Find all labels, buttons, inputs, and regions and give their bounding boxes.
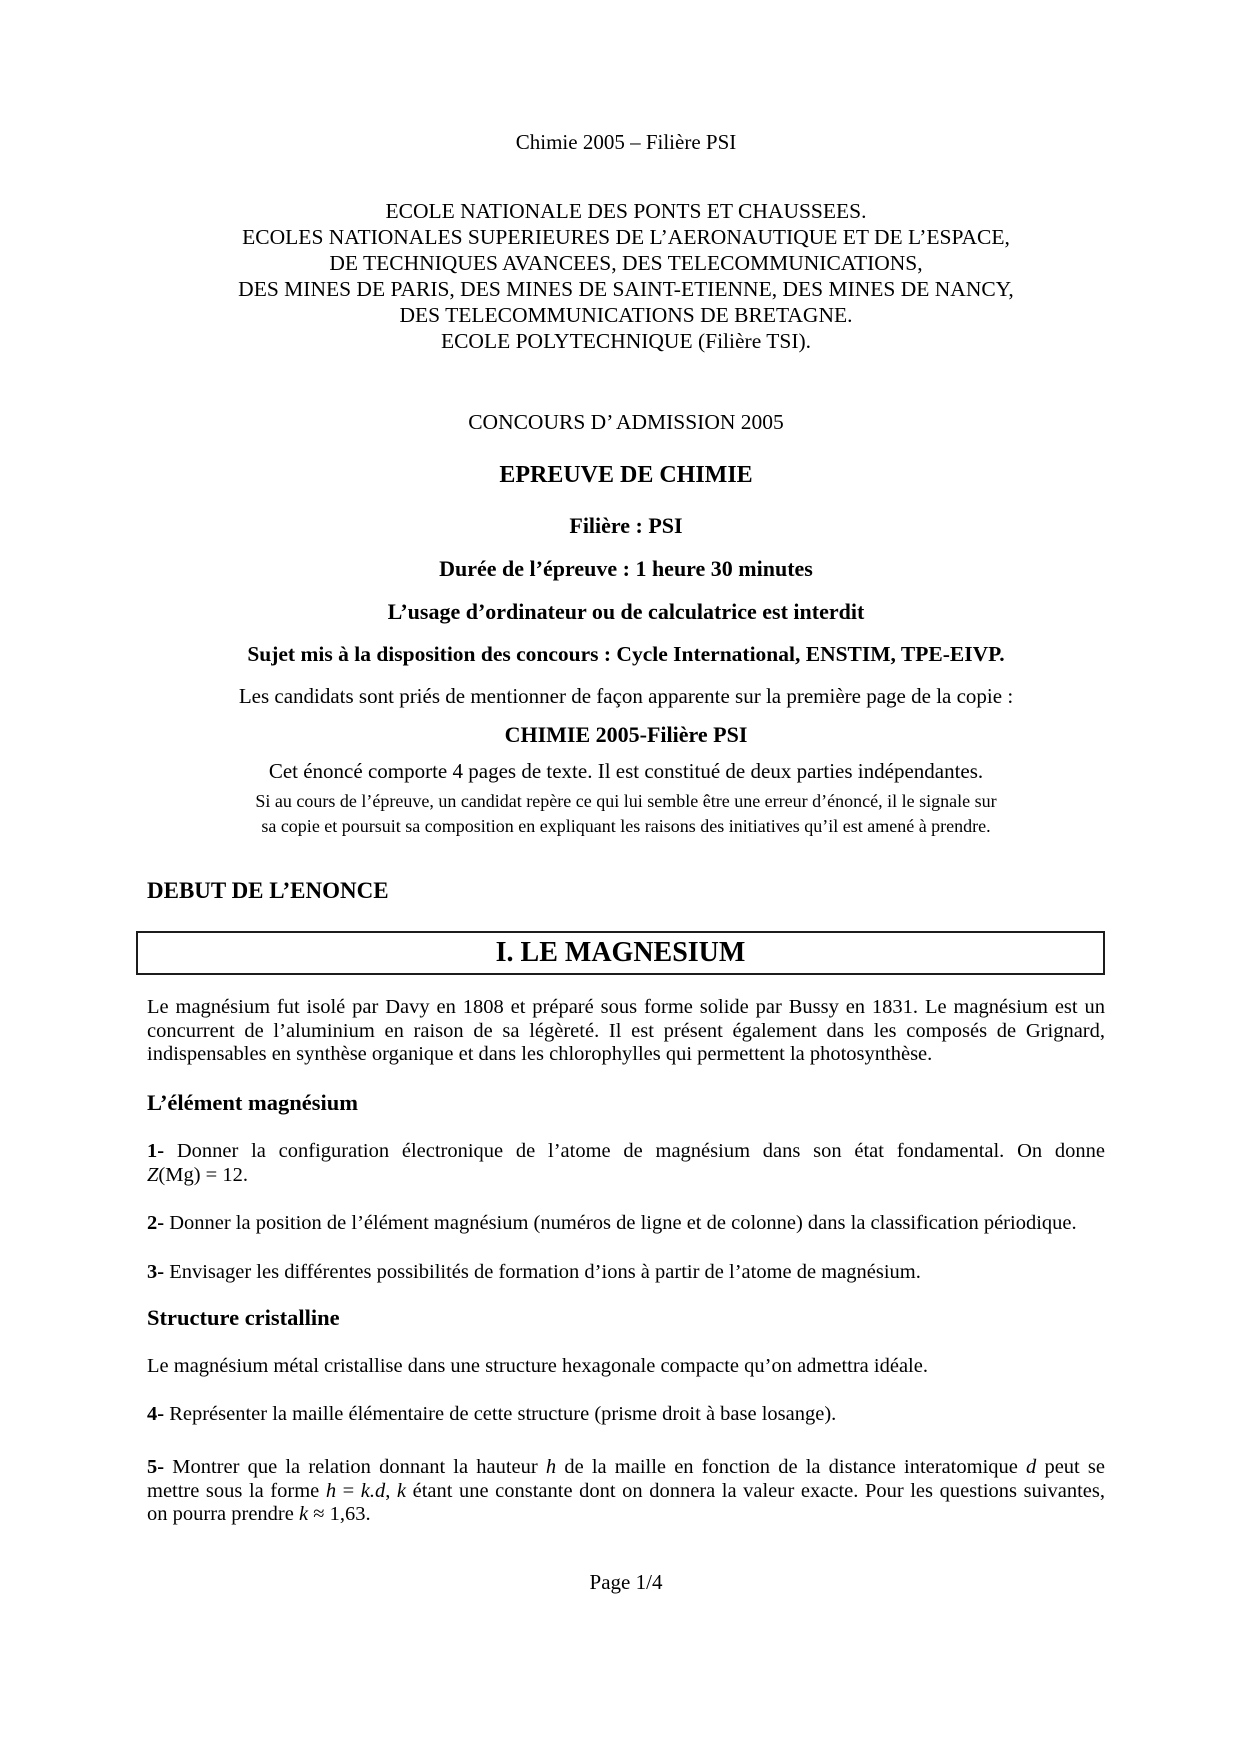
question-5: [147, 1456, 1105, 1527]
part-title: I. LE MAGNESIUM: [495, 937, 746, 968]
intro-paragraph: [147, 996, 1105, 1067]
school-line: ECOLE NATIONALE DES PONTS ET CHAUSSEES.: [385, 199, 867, 223]
structure-intro-line: Le magnésium métal cristallise dans une structure hexagonale compacte qu’on admettra idéale.: [147, 1355, 928, 1377]
school-line: DES MINES DE PARIS, DES MINES DE SAINT-ETIENNE, DES MINES DE NANCY,: [238, 277, 1014, 301]
school-line: ECOLES NATIONALES SUPERIEURES DE L’AERONAUTIQUE ET DE L’ESPACE,: [242, 225, 1010, 249]
question-4: 4- Représenter la maille élémentaire de cette structure (prisme droit à base losange).: [147, 1403, 837, 1425]
school-line: ECOLE POLYTECHNIQUE (Filière TSI).: [440, 329, 812, 353]
question-1-line-1: 1- Donner la configuration électronique de l’atome de magnésium dans son état fondamental. On donne: [147, 1140, 1105, 1162]
candidats-instruction-line: Les candidats sont priés de mentionner de façon apparente sur la première page de la copie :: [238, 684, 1014, 708]
error-notice: [147, 789, 1105, 839]
doc-title: Chimie 2005 – Filière PSI: [515, 130, 737, 154]
error-notice-line: sa copie et poursuit sa composition en expliquant les raisons des initiatives qu’il est amené à prendre.: [261, 816, 991, 836]
debut-enonce-heading: DEBUT DE L’ENONCE: [147, 878, 389, 903]
sujet-disposition-line: Sujet mis à la disposition des concours : Cycle International, ENSTIM, TPE-EIVP.: [247, 642, 1005, 666]
intro-line: Le magnésium fut isolé par Davy en 1808 et préparé sous forme solide par Bussy en 1831. Le magnésium est un: [147, 996, 1105, 1018]
calculator-forbidden-line: L’usage d’ordinateur ou de calculatrice est interdit: [387, 599, 865, 624]
intro-line: concurrent de l’aluminium en raison de sa légèreté. Il est présent également dans les composés de Grignard,: [147, 1019, 1105, 1042]
section-heading-element-magnesium: L’élément magnésium: [147, 1090, 359, 1115]
filiere-line: Filière : PSI: [569, 513, 683, 538]
section-heading-structure-cristalline: Structure cristalline: [147, 1305, 340, 1330]
schools-header: [147, 198, 1105, 354]
question-1-line-2: Z(Mg) = 12.: [147, 1163, 248, 1186]
question-5-line-1: 5- Montrer que la relation donnant la hauteur h de la maille en fonction de la distance interatomique d peut se: [147, 1456, 1105, 1478]
concours-title: CONCOURS D’ ADMISSION 2005: [468, 410, 784, 434]
enonce-info-line: Cet énoncé comporte 4 pages de texte. Il est constitué de deux parties indépendantes.: [268, 759, 984, 783]
school-line: DES TELECOMMUNICATIONS DE BRETAGNE.: [399, 303, 853, 327]
question-3: 3- Envisager les différentes possibilités de formation d’ions à partir de l’atome de magnésium.: [147, 1261, 921, 1283]
question-5-line-3: on pourra prendre k ≈ 1,63.: [147, 1503, 371, 1525]
page-number: Page 1/4: [589, 1570, 663, 1594]
intro-line: indispensables en synthèse organique et dans les chlorophylles qui permettent la photosynthèse.: [147, 1043, 933, 1065]
question-2: 2- Donner la position de l’élément magnésium (numéros de ligne et de colonne) dans la classification périodique.: [147, 1212, 1077, 1234]
part-title-box: [136, 931, 1105, 975]
epreuve-title: EPREUVE DE CHIMIE: [499, 462, 753, 488]
question-1: [147, 1140, 1105, 1187]
error-notice-line: Si au cours de l’épreuve, un candidat repère ce qui lui semble être une erreur d’énoncé, il le signale sur: [255, 791, 997, 811]
copy-mention-line: CHIMIE 2005-Filière PSI: [504, 722, 748, 747]
duree-line: Durée de l’épreuve : 1 heure 30 minutes: [439, 556, 813, 581]
school-line: DE TECHNIQUES AVANCEES, DES TELECOMMUNICATIONS,: [329, 251, 923, 275]
question-5-line-2: mettre sous la forme h = k.d, k étant une constante dont on donnera la valeur exacte. Pour les questions suivantes,: [147, 1479, 1106, 1502]
